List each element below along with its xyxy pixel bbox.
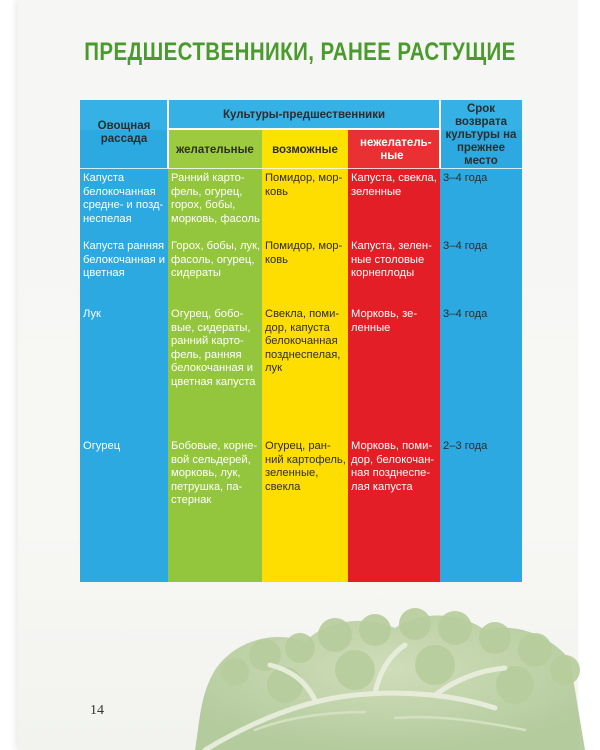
row1-vegetable: Капуста белокочанная средне- и позд-неспелая bbox=[83, 172, 164, 225]
header-possible: возможные bbox=[272, 144, 338, 156]
row2-possible: Помидор, мор-ковь bbox=[265, 240, 343, 266]
row2-vegetable: Капуста ранняя белокочанная и цветная bbox=[83, 240, 166, 279]
kale-leaf-illustration bbox=[195, 600, 585, 750]
row2-desirable: Горох, бобы, лук, фасоль, огурец, сидераты bbox=[171, 240, 261, 279]
header-desirable: желательные bbox=[176, 144, 254, 156]
header-return-term: Срок возврата культуры на прежнее место bbox=[445, 103, 517, 167]
page-title: ПРЕДШЕСТВЕННИКИ, РАНЕЕ РАСТУЩИЕ bbox=[84, 38, 516, 66]
header-undesirable: нежелатель-ные bbox=[360, 137, 432, 162]
crop-rotation-table bbox=[80, 100, 522, 582]
header-predecessors: Культуры-предшественники bbox=[222, 109, 386, 121]
row4-possible: Огурец, ран-ний картофель, зеленные, свекла bbox=[265, 440, 346, 493]
row3-vegetable: Лук bbox=[83, 308, 101, 320]
row2-term: 3–4 года bbox=[443, 240, 488, 252]
row3-term: 3–4 года bbox=[443, 308, 488, 320]
row1-term: 3–4 года bbox=[443, 172, 488, 184]
header-vegetable: Овощная рассада bbox=[97, 120, 151, 145]
row1-possible: Помидор, мор-ковь bbox=[265, 172, 343, 198]
row1-undesirable: Капуста, свекла, зеленные bbox=[351, 172, 437, 198]
row3-desirable: Огурец, бобо-вые, сидераты, ранний карто-фель, ранняя белокочанная и цветная капуста bbox=[171, 308, 256, 388]
header-divider bbox=[168, 128, 440, 130]
row4-undesirable: Морковь, поми-дор, белокочан-ная позднеспе-лая капуста bbox=[351, 440, 435, 493]
row1-desirable: Ранний карто-фель, огурец, горох, бобы, морковь, фасоль bbox=[171, 172, 260, 225]
row2-undesirable: Капуста, зелен-ные столовые корнеплоды bbox=[351, 240, 432, 279]
row4-term: 2–3 года bbox=[443, 440, 488, 452]
row4-vegetable: Огурец bbox=[83, 440, 121, 452]
page-number: 14 bbox=[90, 703, 104, 718]
header-bottom-line bbox=[80, 168, 522, 169]
row3-possible: Свекла, поми-дор, капуста белокочанная позднеспелая, лук bbox=[265, 308, 341, 374]
row4-desirable: Бобовые, корне-вой сельдерей, морковь, лук, петрушка, па-стернак bbox=[171, 440, 258, 506]
row3-undesirable: Морковь, зе-ленные bbox=[351, 308, 418, 334]
